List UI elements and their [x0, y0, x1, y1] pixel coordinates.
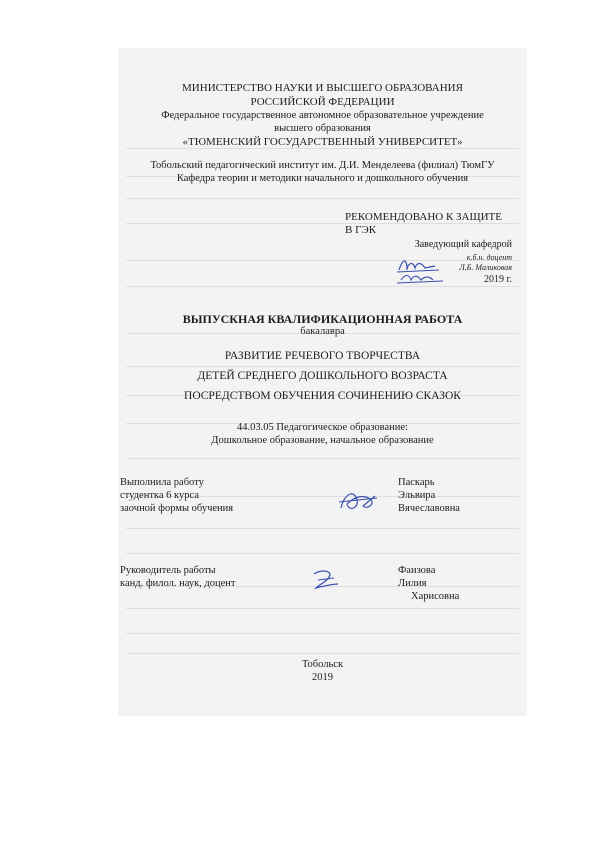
footer-year: 2019 [312, 672, 333, 683]
bleed-line [126, 148, 519, 149]
bleed-line [126, 458, 519, 459]
ministry-line-1: МИНИСТЕРСТВО НАУКИ И ВЫСШЕГО ОБРАЗОВАНИЯ [182, 82, 463, 94]
supervisor-name: Лилия [398, 578, 427, 589]
bleed-line [126, 223, 519, 224]
author-surname: Паскарь [398, 477, 435, 488]
topic-line-2: ДЕТЕЙ СРЕДНЕГО ДОШКОЛЬНОГО ВОЗРАСТА [197, 370, 448, 382]
supervisor-label-2: канд. филол. наук, доцент [120, 578, 236, 589]
head-name: Л.Б. Маликовая [459, 263, 512, 272]
work-type: ВЫПУСКНАЯ КВАЛИФИКАЦИОННАЯ РАБОТА [182, 312, 463, 326]
bleed-line [126, 528, 519, 529]
department-name: Кафедра теории и методики начального и дошкольного обучения [176, 173, 469, 184]
supervisor-surname: Фаизова [398, 565, 436, 576]
approval-title-2: В ГЭК [345, 224, 377, 236]
institution-line-1: Федеральное государственное автономное образовательное учреждение [161, 110, 484, 121]
supervisor-patronymic: Харисовна [411, 591, 460, 602]
university-name: «ТЮМЕНСКИЙ ГОСУДАРСТВЕННЫЙ УНИВЕРСИТЕТ» [182, 136, 463, 148]
author-signature-icon [335, 486, 381, 516]
head-degree: к.б.н. доцент [466, 253, 512, 262]
head-signature-icon [395, 250, 475, 286]
bleed-line [126, 633, 519, 634]
bleed-line [126, 553, 519, 554]
author-patronymic: Вячеславовна [398, 503, 460, 514]
topic-line-1: РАЗВИТИЕ РЕЧЕВОГО ТВОРЧЕСТВА [224, 350, 421, 362]
author-name: Эльвира [398, 490, 436, 501]
bleed-line [126, 366, 519, 367]
supervisor-signature-icon [308, 566, 342, 594]
bleed-line [126, 653, 519, 654]
approval-title-1: РЕКОМЕНДОВАНО К ЗАЩИТЕ [345, 211, 502, 223]
author-label-3: заочной формы обучения [120, 503, 234, 514]
institute-name: Тобольский педагогический институт им. Д.И. Менделеева (филиал) ТюмГУ [150, 160, 495, 171]
ministry-line-2: РОССИЙСКОЙ ФЕДЕРАЦИИ [250, 96, 395, 108]
specialty-profile: Дошкольное образование, начальное образование [211, 435, 434, 446]
author-label-2: студентка 6 курса [120, 490, 199, 501]
topic-line-3: ПОСРЕДСТВОМ ОБУЧЕНИЯ СОЧИНЕНИЮ СКАЗОК [184, 390, 461, 402]
supervisor-label-1: Руководитель работы [120, 565, 216, 576]
bleed-line [126, 608, 519, 609]
institution-line-2: высшего образования [274, 123, 371, 134]
author-label-1: Выполнила работу [120, 477, 204, 488]
footer-city: Тобольск [301, 659, 344, 670]
approval-year: 2019 г. [484, 274, 512, 285]
bleed-line [126, 198, 519, 199]
specialty-code: 44.03.05 Педагогическое образование: [237, 422, 408, 433]
work-level: бакалавра [300, 326, 345, 337]
head-label: Заведующий кафедрой [414, 239, 512, 250]
bleed-line [126, 286, 519, 287]
